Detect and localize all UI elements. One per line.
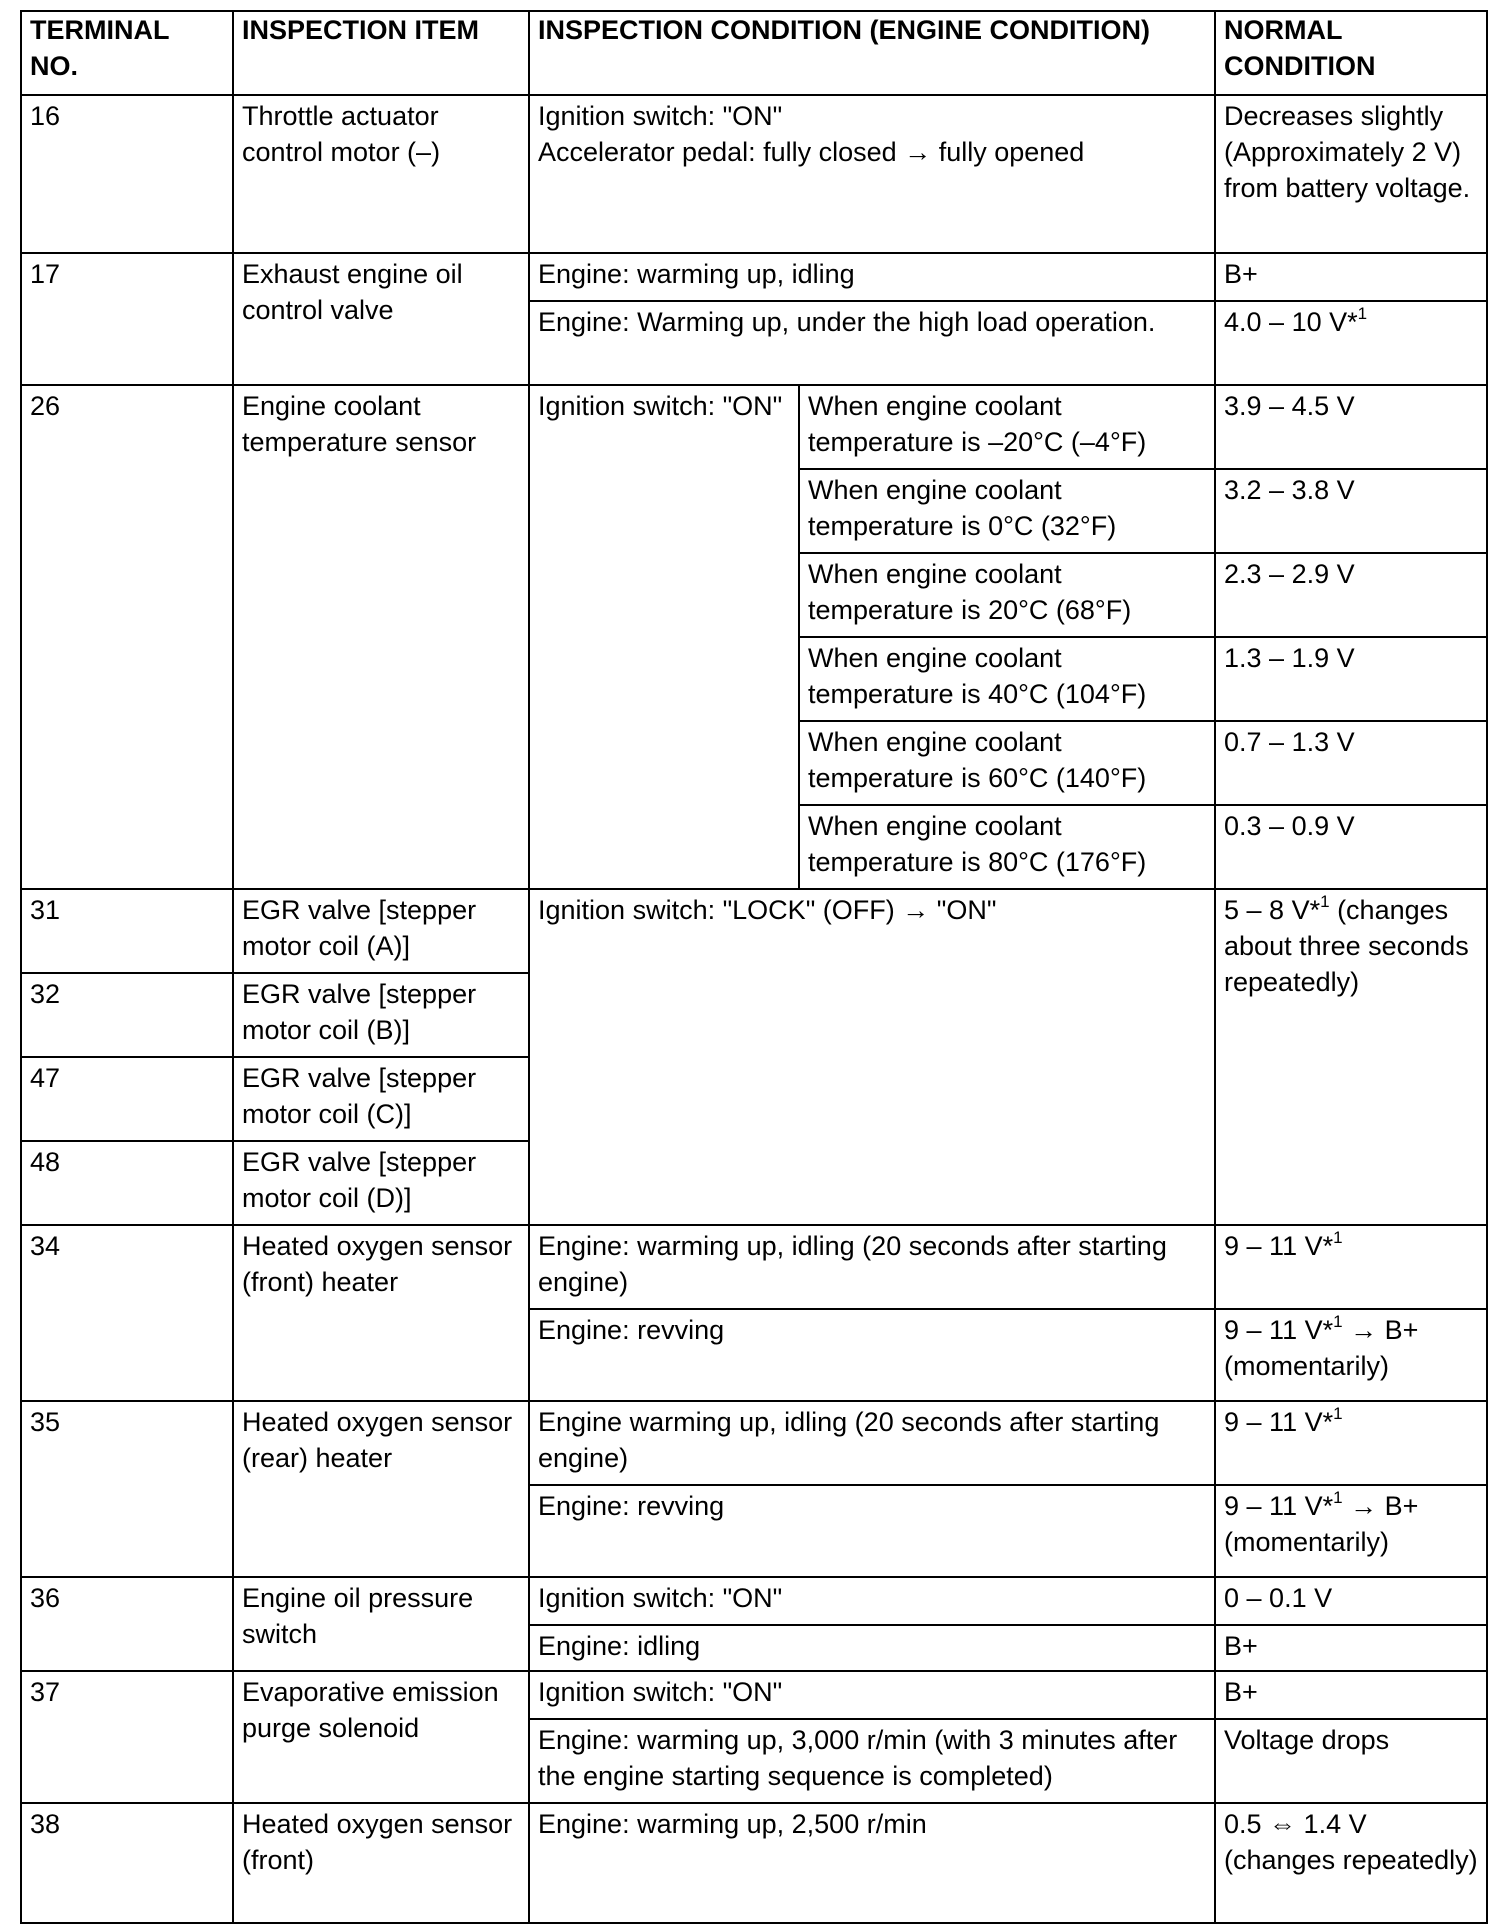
sub-condition-cell: When engine coolant temperature is 20°C (68°F) — [799, 553, 1215, 637]
item-cell: Evaporative emission purge solenoid — [233, 1671, 529, 1803]
footnote-marker: 1 — [1333, 1488, 1343, 1507]
condition-cell: Engine: Warming up, under the high load operation. — [529, 301, 1215, 385]
table-row — [21, 1803, 1487, 1923]
condition-cell: Ignition switch: "LOCK" (OFF) → "ON" — [529, 889, 1215, 1225]
normal-cell: 0.7 – 1.3 V — [1215, 721, 1487, 805]
normal-cell — [1215, 889, 1487, 1225]
normal-cell — [1215, 1309, 1487, 1401]
terminal-cell: 26 — [21, 385, 233, 889]
inspection-table — [20, 10, 1488, 1924]
normal-cell: 0.5 ⇔ 1.4 V (changes repeatedly) — [1215, 1803, 1487, 1923]
item-cell: Engine coolant temperature sensor — [233, 385, 529, 889]
normal-value: 4.0 – 10 V* — [1224, 307, 1358, 337]
normal-note: → B+ (momentarily) — [1224, 1491, 1419, 1557]
terminal-cell: 47 — [21, 1057, 233, 1141]
terminal-cell: 36 — [21, 1577, 233, 1671]
normal-cell: 0 – 0.1 V — [1215, 1577, 1487, 1625]
header-normal-condition: NORMAL CONDITION — [1215, 11, 1487, 95]
condition-cell: Engine: revving — [529, 1309, 1215, 1401]
normal-value: 9 – 11 V* — [1224, 1315, 1334, 1345]
sub-condition-cell: When engine coolant temperature is 0°C (32°F) — [799, 469, 1215, 553]
condition-cell: Engine: warming up, idling — [529, 253, 1215, 301]
terminal-cell: 38 — [21, 1803, 233, 1923]
terminal-cell: 35 — [21, 1401, 233, 1577]
condition-cell: Engine: warming up, 2,500 r/min — [529, 1803, 1215, 1923]
sub-condition-cell: When engine coolant temperature is –20°C (–4°F) — [799, 385, 1215, 469]
condition-cell: Engine warming up, idling (20 seconds after starting engine) — [529, 1401, 1215, 1485]
terminal-cell: 34 — [21, 1225, 233, 1401]
sub-condition-cell: When engine coolant temperature is 40°C (104°F) — [799, 637, 1215, 721]
header-inspection-item: INSPECTION ITEM — [233, 11, 529, 95]
item-cell: Heated oxygen sensor (rear) heater — [233, 1401, 529, 1577]
normal-value: 9 – 11 V* — [1224, 1231, 1334, 1261]
normal-cell: 1.3 – 1.9 V — [1215, 637, 1487, 721]
sub-condition-cell: When engine coolant temperature is 80°C (176°F) — [799, 805, 1215, 889]
normal-cell — [1215, 1225, 1487, 1309]
normal-note: (changes about three seconds repeatedly) — [1224, 895, 1469, 997]
item-cell: Throttle actuator control motor (–) — [233, 95, 529, 253]
table-row — [21, 95, 1487, 253]
condition-cell: Engine: warming up, idling (20 seconds after starting engine) — [529, 1225, 1215, 1309]
sub-condition-cell: When engine coolant temperature is 60°C (140°F) — [799, 721, 1215, 805]
normal-value: 9 – 11 V* — [1224, 1407, 1334, 1437]
normal-cell: 3.2 – 3.8 V — [1215, 469, 1487, 553]
normal-cell: 3.9 – 4.5 V — [1215, 385, 1487, 469]
item-cell: EGR valve [stepper motor coil (C)] — [233, 1057, 529, 1141]
table-row — [21, 1577, 1487, 1625]
normal-note: → B+ (momentarily) — [1224, 1315, 1419, 1381]
condition-cell: Engine: warming up, 3,000 r/min (with 3 minutes after the engine starting sequence is completed) — [529, 1719, 1215, 1803]
normal-cell: B+ — [1215, 253, 1487, 301]
footnote-marker: 1 — [1320, 892, 1330, 911]
item-cell: Heated oxygen sensor (front) — [233, 1803, 529, 1923]
condition-cell: Ignition switch: "ON" — [529, 1577, 1215, 1625]
footnote-marker: 1 — [1333, 1312, 1343, 1331]
item-cell: Exhaust engine oil control valve — [233, 253, 529, 385]
normal-cell: B+ — [1215, 1671, 1487, 1719]
normal-cell — [1215, 1485, 1487, 1577]
normal-cell: 2.3 – 2.9 V — [1215, 553, 1487, 637]
item-cell: Engine oil pressure switch — [233, 1577, 529, 1671]
table-row — [21, 253, 1487, 301]
condition-cell: Ignition switch: "ON" Accelerator pedal: fully closed → fully opened — [529, 95, 1215, 253]
terminal-cell: 16 — [21, 95, 233, 253]
item-cell: EGR valve [stepper motor coil (B)] — [233, 973, 529, 1057]
normal-cell: B+ — [1215, 1625, 1487, 1671]
header-row — [21, 11, 1487, 95]
normal-cell: Voltage drops — [1215, 1719, 1487, 1803]
terminal-cell: 48 — [21, 1141, 233, 1225]
normal-cell: Decreases slightly (Approximately 2 V) from battery voltage. — [1215, 95, 1487, 253]
normal-cell — [1215, 1401, 1487, 1485]
condition-cell: Engine: revving — [529, 1485, 1215, 1577]
terminal-cell: 32 — [21, 973, 233, 1057]
normal-value: 5 – 8 V* — [1224, 895, 1321, 925]
terminal-cell: 37 — [21, 1671, 233, 1803]
table-row — [21, 1225, 1487, 1309]
condition-cell: Engine: idling — [529, 1625, 1215, 1671]
condition-cell: Ignition switch: "ON" — [529, 385, 799, 889]
terminal-cell: 17 — [21, 253, 233, 385]
condition-cell: Ignition switch: "ON" — [529, 1671, 1215, 1719]
item-cell: EGR valve [stepper motor coil (A)] — [233, 889, 529, 973]
item-cell: Heated oxygen sensor (front) heater — [233, 1225, 529, 1401]
normal-cell: 0.3 – 0.9 V — [1215, 805, 1487, 889]
table-row — [21, 889, 1487, 973]
table-row — [21, 385, 1487, 469]
table-row — [21, 1401, 1487, 1485]
terminal-cell: 31 — [21, 889, 233, 973]
footnote-marker: 1 — [1333, 1404, 1343, 1423]
header-inspection-condition: INSPECTION CONDITION (ENGINE CONDITION) — [529, 11, 1215, 95]
table-row — [21, 1671, 1487, 1719]
normal-value: 9 – 11 V* — [1224, 1491, 1334, 1521]
footnote-marker: 1 — [1333, 1228, 1343, 1247]
normal-cell — [1215, 301, 1487, 385]
item-cell: EGR valve [stepper motor coil (D)] — [233, 1141, 529, 1225]
footnote-marker: 1 — [1357, 304, 1368, 323]
header-terminal-no: TERMINAL NO. — [21, 11, 233, 95]
